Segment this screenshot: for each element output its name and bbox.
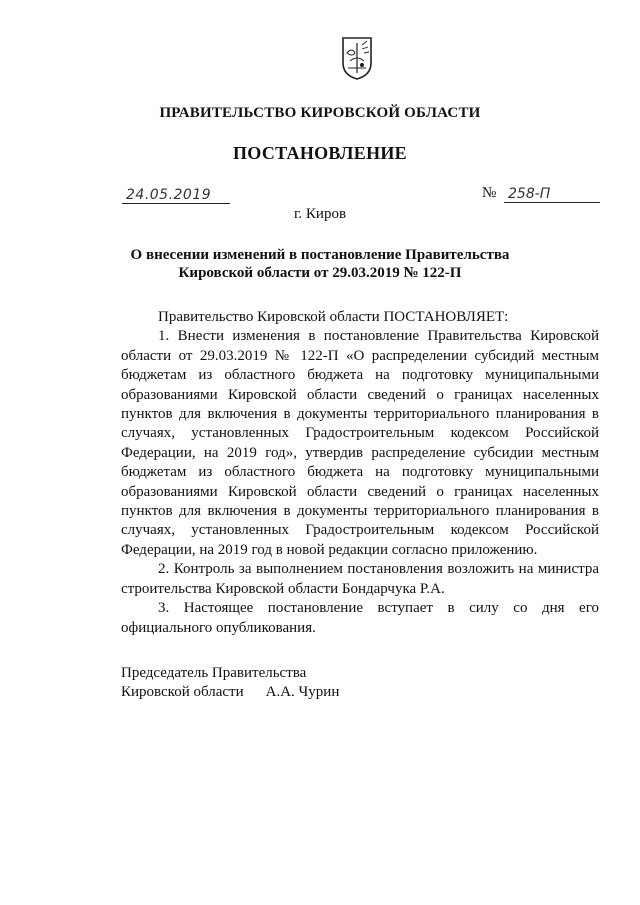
paragraph-item-3: 3. Настоящее постановление вступает в силу со дня его официального опубликования.	[121, 600, 599, 636]
subject-line-2: Кировской области от 29.03.2019 № 122-П	[178, 265, 462, 281]
organization-title: ПРАВИТЕЛЬСТВО КИРОВСКОЙ ОБЛАСТИ	[159, 105, 481, 121]
signatory-position-line-2: Кировской области	[121, 684, 244, 701]
signatory-position-line-2-row	[121, 683, 339, 702]
signature-block	[121, 664, 339, 703]
subject-line-1: О внесении изменений в постановление Правительства	[130, 247, 510, 263]
number-line	[504, 182, 600, 203]
signatory-name: А.А. Чурин	[265, 684, 340, 701]
document-body	[121, 308, 599, 638]
document-date: 24.05.2019	[126, 187, 212, 203]
document-number: 258-П	[508, 186, 551, 202]
opening-paragraph: Правительство Кировской области ПОСТАНОВЛЯЕТ:	[158, 309, 509, 325]
document-type: ПОСТАНОВЛЕНИЕ	[233, 143, 407, 163]
date-field	[122, 183, 230, 204]
number-field	[482, 183, 600, 203]
paragraph-item-1: 1. Внести изменения в постановление Правительства Кировской области от 29.03.2019 № 122-П «О распределении субсидий местным бюджетам из областного бюджета на подготовку муниципальными образованиями Кировской области сведений о границах населенных пунктов для включения в документы территориального планирования в случаях, установленных Градостроительным кодексом Российской Федерации, на 2019 год», утвердив распределение субсидии местным бюджетам из областного бюджета на подготовку муниципальными образованиями Кировской области сведений о границах населенных пунктов для включения в документы территориального планирования в случаях, установленных Градостроительным кодексом Российской Федерации, на 2019 год в новой редакции согласно приложению.	[121, 328, 599, 558]
paragraph-item-2: 2. Контроль за выполнением постановления возложить на министра строительства Кировской области Бондарчука Р.А.	[121, 561, 599, 597]
number-sign: №	[482, 185, 497, 201]
signatory-position-line-1: Председатель Правительства	[121, 665, 307, 681]
coat-of-arms-icon	[340, 35, 374, 81]
document-subject	[0, 246, 640, 282]
city: г. Киров	[293, 206, 347, 222]
